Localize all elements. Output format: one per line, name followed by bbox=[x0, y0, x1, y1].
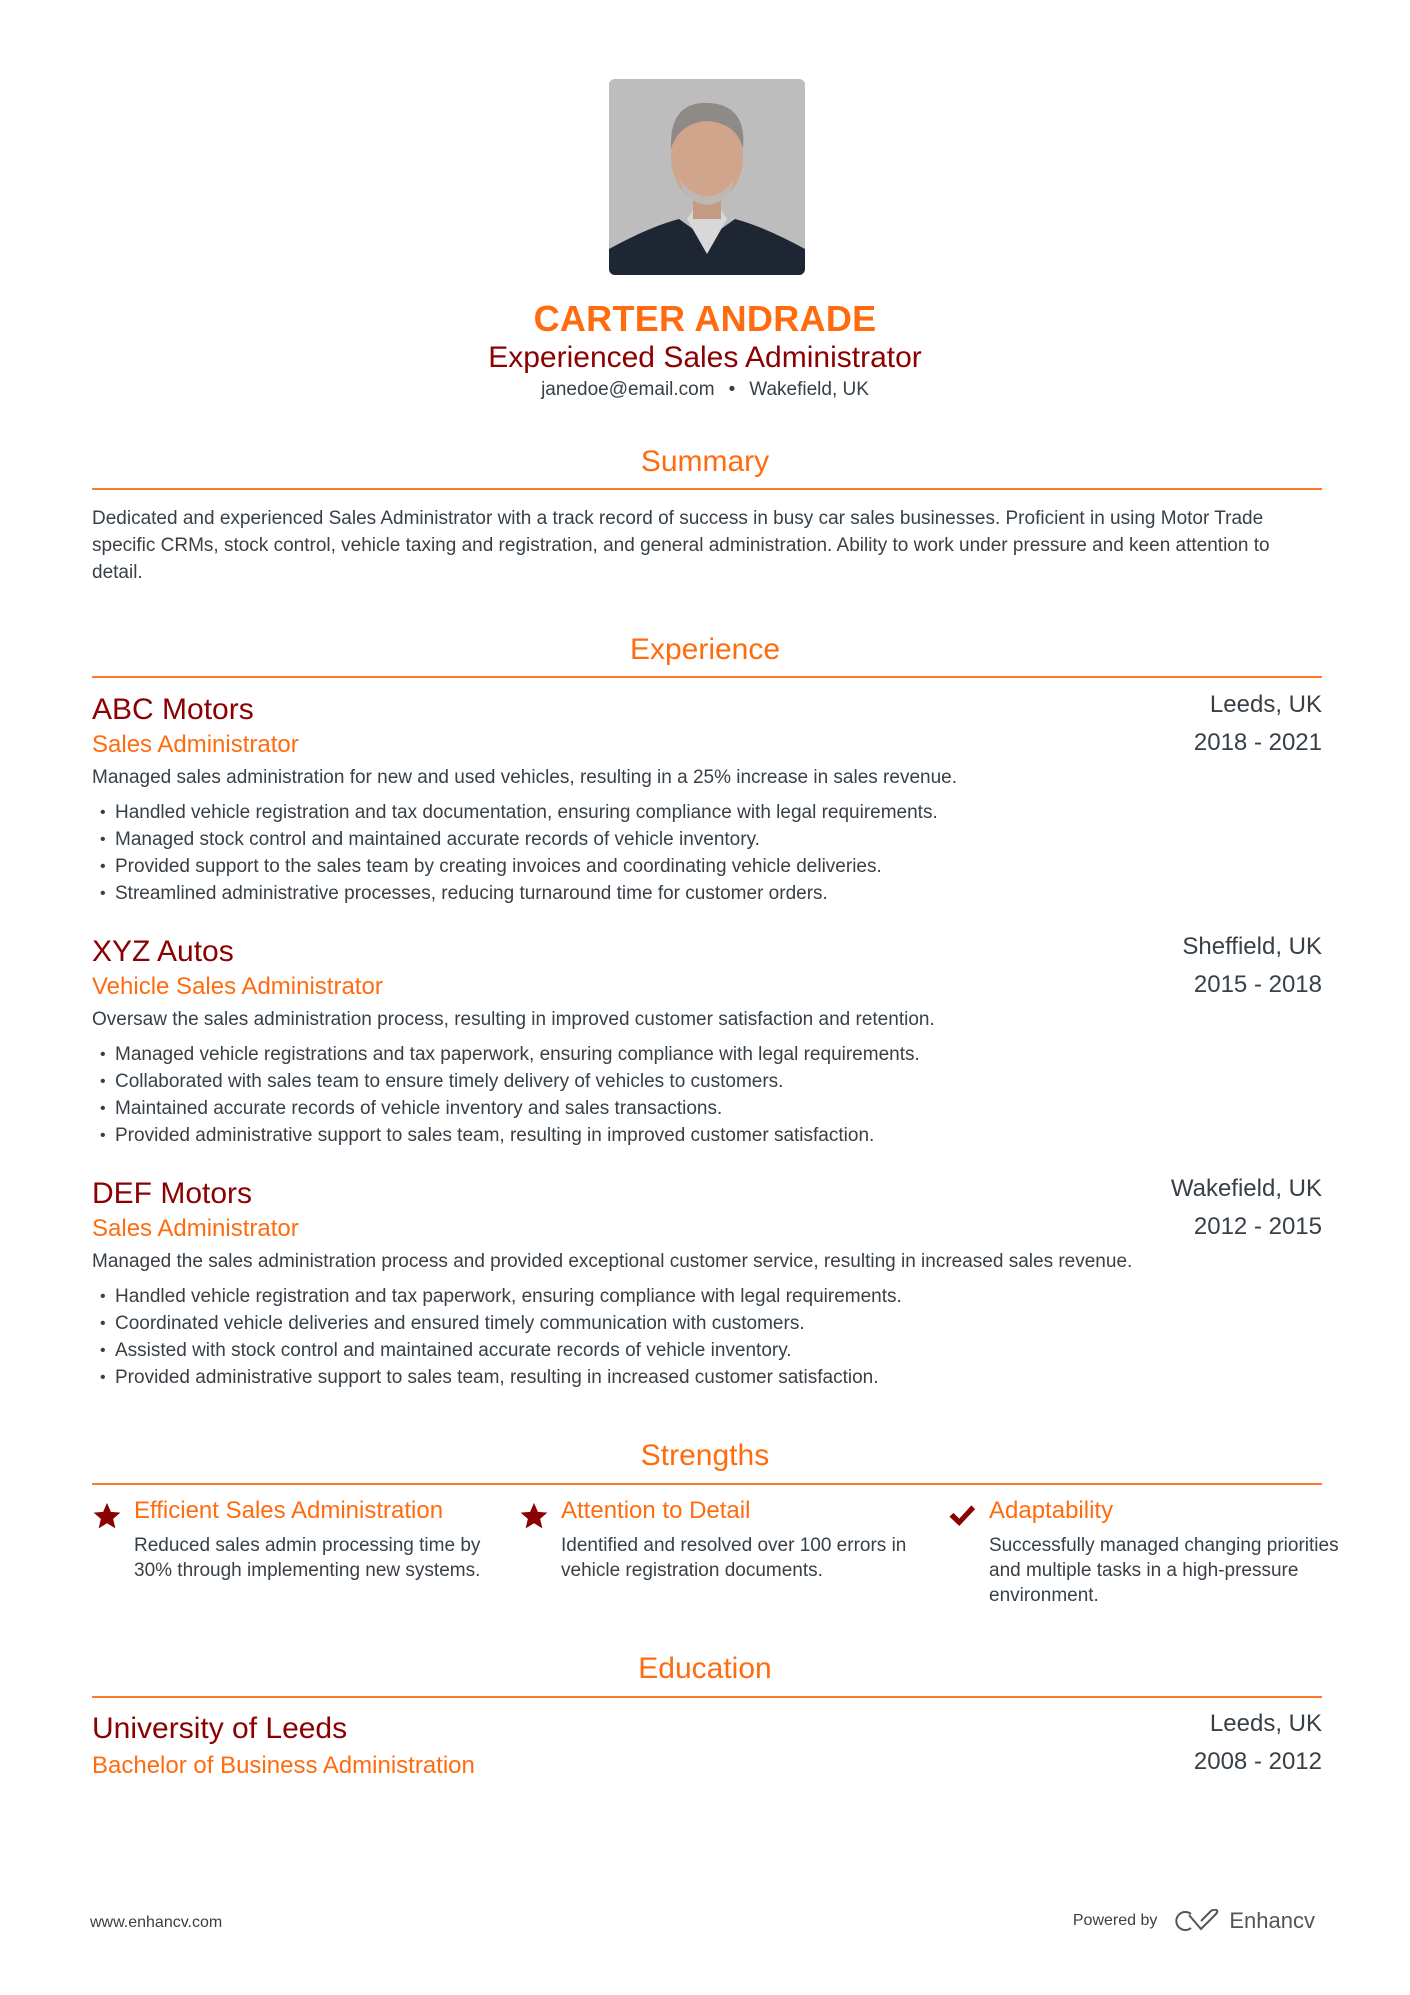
powered-by-label: Powered by bbox=[1072, 1912, 1158, 1929]
job-title: Sales Administrator bbox=[92, 1215, 299, 1242]
education-dates: 2008 - 2012 bbox=[1193, 1748, 1322, 1775]
strength-description: Successfully managed changing priorities and multiple tasks in a high-pressure environment. bbox=[989, 1535, 1339, 1606]
section-divider bbox=[92, 676, 1322, 678]
job-dates: 2018 - 2021 bbox=[1193, 729, 1322, 756]
bullet-item: • Coordinated vehicle deliveries and ensured timely communication with customers. bbox=[100, 1310, 902, 1337]
person-photo-icon bbox=[609, 79, 805, 275]
bullet-item: • Maintained accurate records of vehicle inventory and sales transactions. bbox=[100, 1095, 920, 1122]
bullet-item: • Managed vehicle registrations and tax paperwork, ensuring compliance with legal requirements. bbox=[100, 1041, 920, 1068]
section-title-education: Education bbox=[638, 1652, 772, 1685]
bullet-list bbox=[100, 1041, 920, 1149]
summary-text: Dedicated and experienced Sales Administrator with a track record of success in busy car sales businesses. Proficient in using Motor Trade specific CRMs, stock control, vehicle taxing and registration, and general administration. Ability to work under pressure and keen attention to detail. bbox=[92, 508, 1270, 583]
bullet-list bbox=[100, 1283, 902, 1391]
powered-by bbox=[1073, 1908, 1315, 1934]
section-title-experience: Experience bbox=[629, 633, 781, 666]
strength-title: Efficient Sales Administration bbox=[134, 1497, 444, 1524]
bullet-list bbox=[100, 799, 938, 907]
strength-description: Identified and resolved over 100 errors in vehicle registration documents. bbox=[561, 1535, 907, 1581]
bullet-item: • Provided administrative support to sales team, resulting in increased customer satisfaction. bbox=[100, 1364, 902, 1391]
strength-title: Attention to Detail bbox=[561, 1497, 751, 1524]
bullet-item: • Handled vehicle registration and tax documentation, ensuring compliance with legal requirements. bbox=[100, 799, 938, 826]
job-dates: 2015 - 2018 bbox=[1193, 971, 1322, 998]
job-title: Vehicle Sales Administrator bbox=[92, 973, 383, 1000]
bullet-item: • Streamlined administrative processes, reducing turnaround time for customer orders. bbox=[100, 880, 938, 907]
enhancv-logo[interactable] bbox=[1175, 1908, 1315, 1934]
job-location: Sheffield, UK bbox=[1182, 933, 1322, 960]
star-icon bbox=[92, 1501, 122, 1531]
job-description: Managed sales administration for new and used vehicles, resulting in a 25% increase in sales revenue. bbox=[92, 767, 957, 788]
profile-photo bbox=[609, 79, 805, 275]
bullet-item: • Assisted with stock control and maintained accurate records of vehicle inventory. bbox=[100, 1337, 902, 1364]
company-name: XYZ Autos bbox=[92, 935, 234, 968]
job-location: Wakefield, UK bbox=[1170, 1175, 1322, 1202]
contact-line bbox=[0, 379, 1410, 401]
bullet-item: • Managed stock control and maintained accurate records of vehicle inventory. bbox=[100, 826, 938, 853]
section-divider bbox=[92, 1696, 1322, 1698]
location-text: Wakefield, UK bbox=[749, 379, 869, 400]
website-link[interactable]: www.enhancv.com bbox=[90, 1914, 223, 1931]
strength-title: Adaptability bbox=[989, 1497, 1114, 1524]
bullet-item: • Collaborated with sales team to ensure timely delivery of vehicles to customers. bbox=[100, 1068, 920, 1095]
bullet-item: • Provided support to the sales team by creating invoices and coordinating vehicle deliveries. bbox=[100, 853, 938, 880]
bullet-item: • Handled vehicle registration and tax paperwork, ensuring compliance with legal requirements. bbox=[100, 1283, 902, 1310]
company-name: DEF Motors bbox=[92, 1177, 253, 1210]
candidate-name: CARTER ANDRADE bbox=[533, 298, 877, 339]
section-divider bbox=[92, 488, 1322, 490]
job-description: Oversaw the sales administration process, resulting in improved customer satisfaction and retention. bbox=[92, 1009, 935, 1030]
section-divider bbox=[92, 1483, 1322, 1485]
job-location: Leeds, UK bbox=[1209, 691, 1322, 718]
star-icon bbox=[519, 1501, 549, 1531]
brand-name: Enhancv bbox=[1229, 1908, 1315, 1933]
enhancv-logo-icon bbox=[1175, 1909, 1221, 1933]
company-name: ABC Motors bbox=[92, 693, 254, 726]
education-location: Leeds, UK bbox=[1209, 1710, 1322, 1737]
job-title: Sales Administrator bbox=[92, 731, 299, 758]
strength-description: Reduced sales admin processing time by 30% through implementing new systems. bbox=[134, 1535, 481, 1581]
section-title-strengths: Strengths bbox=[640, 1439, 770, 1472]
job-dates: 2012 - 2015 bbox=[1193, 1213, 1322, 1240]
school-name: University of Leeds bbox=[92, 1712, 348, 1745]
check-icon bbox=[947, 1501, 977, 1531]
bullet-item: • Provided administrative support to sales team, resulting in improved customer satisfaction. bbox=[100, 1122, 920, 1149]
degree-name: Bachelor of Business Administration bbox=[92, 1752, 475, 1779]
email-link[interactable]: janedoe@email.com bbox=[541, 379, 715, 400]
job-description: Managed the sales administration process and provided exceptional customer service, resulting in increased sales revenue. bbox=[92, 1251, 1133, 1272]
section-title-summary: Summary bbox=[640, 445, 770, 478]
candidate-headline: Experienced Sales Administrator bbox=[488, 341, 922, 374]
separator-dot: • bbox=[728, 379, 736, 400]
